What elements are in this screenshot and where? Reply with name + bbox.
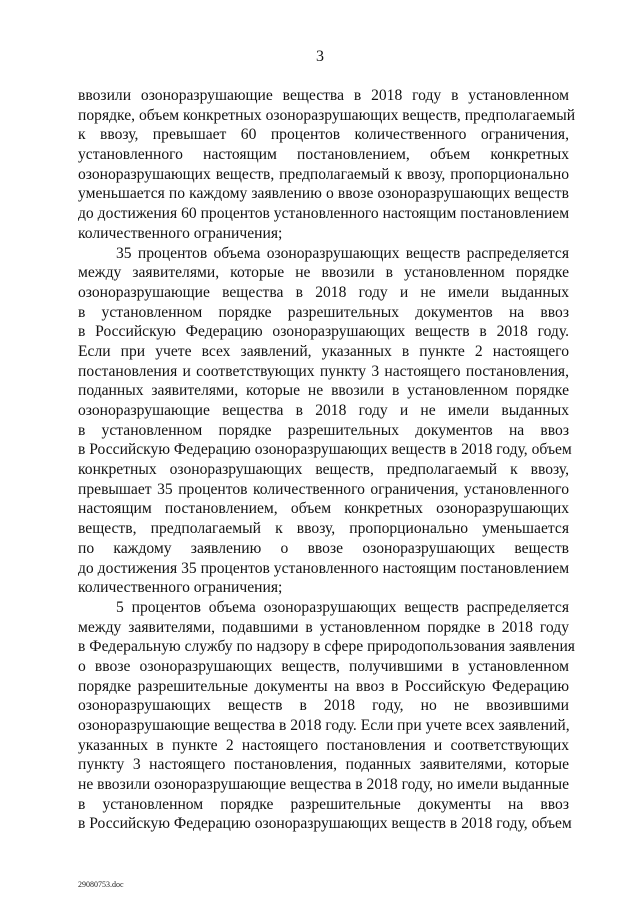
text-line: уменьшается по каждому заявлению о ввозе озоноразрушающих веществ [78, 185, 569, 203]
text-line: в установленном порядке разрешительные документы на ввоз [78, 795, 569, 813]
document-body [78, 86, 576, 834]
text-line: между заявителями, подавшими в установленном порядке в 2018 году [78, 618, 569, 636]
text-line: к ввозу, превышает 60 процентов количественного ограничения, [78, 126, 569, 144]
text-line: озоноразрушающие вещества в 2018 году и не имели выданных [78, 402, 569, 419]
text-line: Если при учете всех заявлений, указанных в пункте 2 настоящего [78, 342, 569, 360]
text-line: в Российскую Федерацию озоноразрушающих веществ в 2018 году. [78, 323, 569, 341]
text-line: озоноразрушающие вещества в 2018 году. Если при учете всех заявлений, [78, 717, 570, 734]
text-line: указанных в пункте 2 настоящего постановления и соответствующих [78, 736, 569, 754]
page-number: 3 [316, 48, 324, 65]
text-line: веществ, предполагаемый к ввозу, пропорционально уменьшается [78, 520, 569, 538]
text-line: по каждому заявлению о ввозе озоноразрушающих веществ [78, 539, 569, 557]
text-line: установленного настоящим постановлением, объем конкретных [78, 146, 569, 164]
text-line: количественного ограничения; [78, 579, 283, 597]
text-line: о ввозе озоноразрушающих веществ, получившими в установленном [78, 657, 569, 675]
text-line: в установленном порядке разрешительных документов на ввоз [78, 303, 569, 321]
text-line: озоноразрушающих веществ в 2018 году, но не ввозившими [78, 697, 569, 715]
text-line: до достижения 35 процентов установленного настоящим постановлением [78, 559, 570, 577]
text-line: постановления и соответствующих пункту 3 настоящего постановления, [78, 362, 569, 380]
text-line: озоноразрушающие вещества в 2018 году и не имели выданных [78, 283, 569, 301]
footer-file-code: 29080753.doc [78, 880, 124, 889]
text-line: 35 процентов объема озоноразрушающих веществ распределяется [116, 244, 569, 262]
text-line: до достижения 60 процентов установленного настоящим постановлением [78, 205, 570, 223]
text-line: пункту 3 настоящего постановления, поданных заявителями, которые [78, 756, 569, 774]
text-line: конкретных озоноразрушающих веществ, предполагаемый к ввозу, [78, 461, 569, 479]
text-line: порядке, объем конкретных озоноразрушающих веществ, предполагаемый [78, 106, 576, 124]
text-line: порядке разрешительные документы на ввоз в Российскую Федерацию [78, 677, 569, 695]
text-line: поданных заявителями, которые не ввозили в установленном порядке [78, 382, 569, 400]
text-line: превышает 35 процентов количественного ограничения, установленного [78, 480, 569, 498]
text-line: в Российскую Федерацию озоноразрушающих веществ в 2018 году, объем [78, 815, 572, 833]
text-line: ввозили озоноразрушающие вещества в 2018 году в установленном [78, 87, 569, 104]
text-line: в Федеральную службу по надзору в сфере природопользования заявления [78, 638, 575, 656]
text-line: 5 процентов объема озоноразрушающих веществ распределяется [116, 598, 569, 616]
text-line: не ввозили озоноразрушающие вещества в 2018 году, но имели выданные [78, 776, 569, 794]
text-line: количественного ограничения; [78, 224, 283, 242]
text-line: настоящим постановлением, объем конкретных озоноразрушающих [78, 500, 569, 518]
text-line: в установленном порядке разрешительных документов на ввоз [78, 421, 569, 439]
text-line: между заявителями, которые не ввозили в установленном порядке [78, 264, 569, 282]
text-line: озоноразрушающих веществ, предполагаемый к ввозу, пропорционально [78, 165, 569, 183]
text-line: в Российскую Федерацию озоноразрушающих веществ в 2018 году, объем [78, 441, 572, 459]
